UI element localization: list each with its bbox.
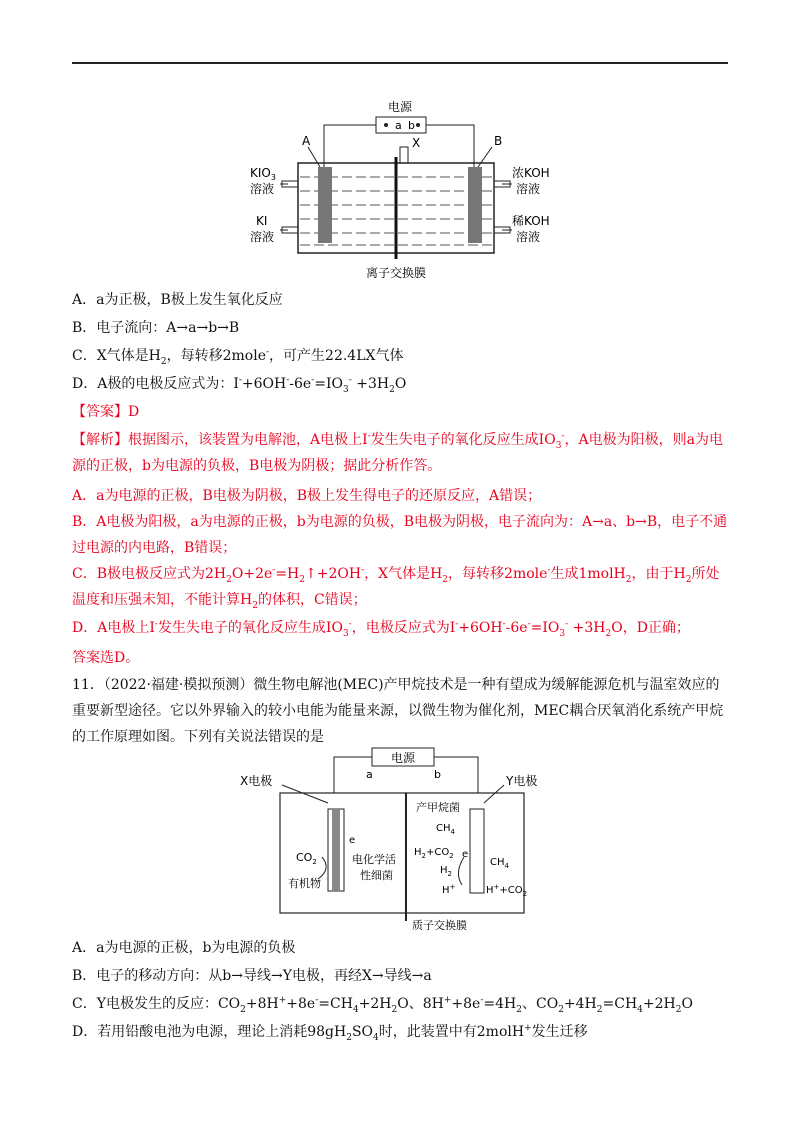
co2-label: $CO_2$: [296, 851, 317, 866]
header-rule: [72, 62, 728, 64]
terminal-a: a: [395, 119, 402, 132]
q10-final-answer: 答案选D。: [72, 650, 140, 666]
q11-option-a: A．a为电源的正极，b为电源的负极: [72, 940, 296, 956]
dilute-koh-solution-label: 溶液: [516, 230, 541, 244]
terminal-b: b: [408, 119, 415, 132]
ki-solution-label: 溶液: [250, 230, 275, 244]
membrane-label: 离子交换膜: [365, 266, 427, 280]
electrode-b: [468, 167, 482, 243]
power-label: 电源: [387, 100, 413, 114]
organic-label: 有机物: [288, 877, 321, 890]
electrode-a-label: A: [302, 134, 311, 148]
q10-option-d: D．A极的电极反应式为：$I^-+6OH^--6e^-=IO_3^- +3H_2O$: [72, 375, 407, 395]
q10-option-a: A．a为正极，B极上发生氧化反应: [72, 292, 283, 308]
y-electrode-label: Y电极: [506, 774, 538, 788]
mec-power-label: 电源: [390, 751, 416, 765]
dilute-koh-label: 稀KOH: [512, 214, 550, 228]
mec-diagram: [236, 745, 556, 930]
ch4-right-label: $CH_4$: [490, 857, 509, 870]
h2-label: $H_2$: [440, 865, 452, 878]
q10-answer: 【答案】D: [72, 404, 140, 420]
ch4-top-label: $CH_4$: [436, 823, 455, 836]
mec-terminal-a: a: [366, 768, 373, 781]
kio3-solution-label: 溶液: [250, 182, 275, 196]
q11-option-b: B．电子的移动方向：从b→导线→Y电极，再经X→导线→a: [72, 968, 432, 984]
methanogen-label: 产甲烷菌: [416, 801, 460, 814]
kio3-label: $KIO_3$: [250, 166, 276, 182]
gas-x-label: X: [412, 136, 421, 150]
q10-option-c: C．X气体是$H_2$，每转移2mole-，可产生22.4LX气体: [72, 347, 404, 367]
q10-explain-c: C．B极电极反应式为$2H_2O+2e^-=H_2↑+2OH^-$，X气体是$H_2$，每转移2mole-生成1molH$_2$，由于$H_2$所处温度和压强未知，不能计算$H_2$的体积，C错误；: [72, 565, 720, 611]
electrode-b-label: B: [494, 134, 503, 148]
q10-explain-d: D．A电极上I-发生失电子的氧化反应生成$IO_3^-$，电极反应式为$I^-+6OH^--6e^-=IO_3^- +3H_2O$，D正确；: [72, 619, 690, 639]
h-plus-co2-label: $H^++CO_2$: [486, 883, 528, 898]
q11-option-c: C．Y电极发生的反应：$CO_2+8H^++8e^-=CH_4+2H_2O$、$8H^++8e^-=4H_2$、$CO_2+4H_2=CH_4+2H_2O$: [72, 995, 693, 1015]
q11-option-d: D．若用铅酸电池为电源，理论上消耗$98gH_2SO_4$时，此装置中有2molH+发生迁移: [72, 1023, 588, 1043]
h2-co2-label: $H_2+CO_2$: [414, 847, 454, 860]
conc-koh-label: 浓KOH: [512, 166, 550, 180]
q10-option-b: B．电子流向：A→a→b→B: [72, 320, 240, 336]
q10-explain-a: A．a为电源的正极，B电极为阴极，B极上发生得电子的还原反应，A错误；: [72, 488, 542, 504]
y-electrode: [470, 809, 484, 893]
electrolysis-diagram: [240, 95, 570, 285]
electrode-a: [318, 167, 332, 243]
q11-stem: 11．（2022·福建·模拟预测）微生物电解池(MEC)产甲烷技术是一种有望成为缓解能源危机与温室效应的重要新型途径。它以外界输入的较小电能为能量来源，以微生物为催化剂，MEC耦合厌氧消化系统产甲烷的工作原理如图。下列有关说法错误的是: [72, 677, 724, 745]
q10-explain-b: B．A电极为阳极，a为电源的正极，b为电源的负极，B电极为阴极，电子流向为：A→a、b→B，电子不通过电源的内电路，B错误；: [72, 514, 728, 556]
bacteria-label-1: 电化学活: [352, 853, 396, 866]
ki-label: KI: [256, 214, 268, 228]
e-minus-right: e: [462, 849, 469, 860]
x-electrode-label: X电极: [240, 774, 273, 788]
mec-membrane-label: 质子交换膜: [412, 919, 467, 930]
conc-koh-solution-label: 溶液: [516, 182, 541, 196]
mec-terminal-b: b: [434, 768, 441, 781]
e-minus-left: e: [349, 835, 356, 846]
bacteria-label-2: 性细菌: [360, 869, 393, 882]
h-plus-label: H+: [442, 883, 456, 896]
q10-analysis: 【解析】根据图示，该装置为电解池，A电极上I-发生失电子的氧化反应生成$IO_3^-$，A电极为阳极，则a为电源的正极，b为电源的负极，B电极为阴极；据此分析作答。: [72, 431, 723, 474]
